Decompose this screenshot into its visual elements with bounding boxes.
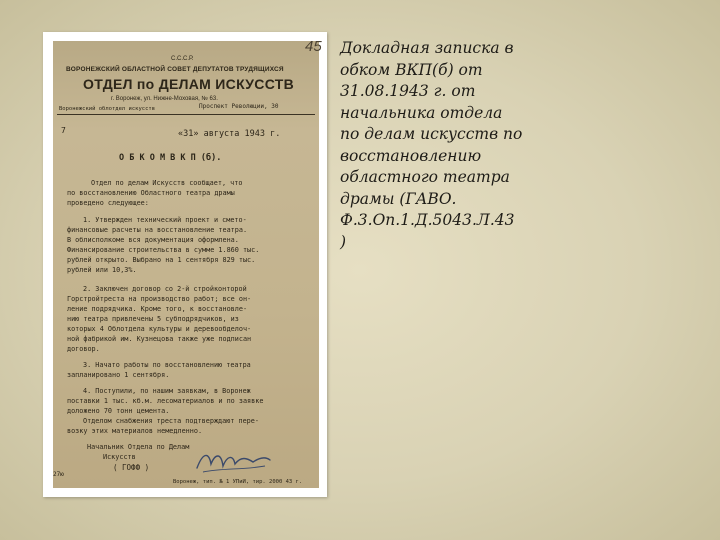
signature-title: Искусств xyxy=(103,453,136,461)
body-line: Финансирование строительства в сумме 1.860 тыс. xyxy=(67,246,260,254)
body-line: В облисполкоме вся документация оформлена. xyxy=(67,236,239,244)
letterhead-left-note: Воронежский облотдел искусств xyxy=(59,106,156,112)
body-line: возку этих материалов немедленно. xyxy=(67,427,203,435)
body-line: проведено следующее: xyxy=(67,199,149,207)
archival-document-photo xyxy=(53,38,322,488)
body-line: которых 4 Облотдела культуры и деревообделоч- xyxy=(67,325,252,333)
body-line: рублей открыто. Выбрано на 1 сентября 829 тыс. xyxy=(67,256,256,264)
date-line: «31» августа 1943 г. xyxy=(178,129,281,139)
body-line: 1. Утвержден технический проект и смето- xyxy=(83,216,247,224)
body-line: по восстановлению Областного театра драмы xyxy=(67,189,235,197)
body-line: ление подрядчика. Кроме того, к восстановле- xyxy=(67,305,248,313)
letterhead-ussr: С.С.С.Р. xyxy=(171,56,194,62)
letterhead-right-note: Проспект Революции, 30 xyxy=(199,103,279,110)
body-line: запланировано 1 сентября. xyxy=(67,371,170,379)
body-line: рублей или 10,3%. xyxy=(67,266,137,274)
print-footer: Воронеж, тип. № 1 УПиИ, тир. 2000 43 г. xyxy=(173,479,303,485)
letterhead-council: ВОРОНЕЖСКИЙ ОБЛАСТНОЙ СОВЕТ ДЕПУТАТОВ ТРУДЯЩИХСЯ xyxy=(66,66,284,73)
slide-caption: Докладная записка в обком ВКП(б) от 31.08.1943 г. от начальника отдела по делам искусств по восстановлению областного театра драмы (ГАВО. Ф.3.Оп.1.Д.5043.Л.43 ) xyxy=(340,39,523,251)
body-line: Отдел по делам Искусств сообщает, что xyxy=(91,179,243,187)
outgoing-number: 7 xyxy=(61,126,66,135)
signature-name: ( ГОФФ ) xyxy=(113,463,150,472)
body-line: нию театра привлечены 5 субподрядчиков, из xyxy=(67,315,239,323)
body-line: 3. Начато работы по восстановлению театра xyxy=(83,361,251,369)
letterhead-address: г. Воронеж, ул. Нижне-Моховая, № 63. xyxy=(111,96,218,102)
document-heading: О Б К О М В К П (б). xyxy=(119,153,222,163)
letterhead-rule xyxy=(57,114,315,115)
letterhead-department: ОТДЕЛ по ДЕЛАМ ИСКУССТВ xyxy=(83,76,295,92)
body-line: ной фабрикой им. Кузнецова также уже подписан xyxy=(67,335,252,343)
body-line: договор. xyxy=(67,345,100,353)
body-line: доложено 70 тонн цемента. xyxy=(67,407,170,415)
body-line: Отделом снабжения треста подтверждают пере- xyxy=(83,417,259,425)
page-number: 45 xyxy=(305,38,322,55)
body-line: 4. Поступили, по нашим заявкам, в Воронеж xyxy=(83,387,251,395)
body-line: финансовые расчеты на восстановление театра. xyxy=(67,226,248,234)
body-line: 2. Заключен договор со 2-й стройконторой xyxy=(83,285,247,293)
handwritten-signature xyxy=(193,446,273,476)
signature-title: Начальник Отдела по Делам xyxy=(87,443,190,451)
left-margin-code: 27ю xyxy=(53,471,64,478)
body-line: поставки 1 тыс. кб.м. лесоматериалов и по заявке xyxy=(67,397,264,405)
body-line: Горстройтреста на производство работ; все он- xyxy=(67,295,252,303)
